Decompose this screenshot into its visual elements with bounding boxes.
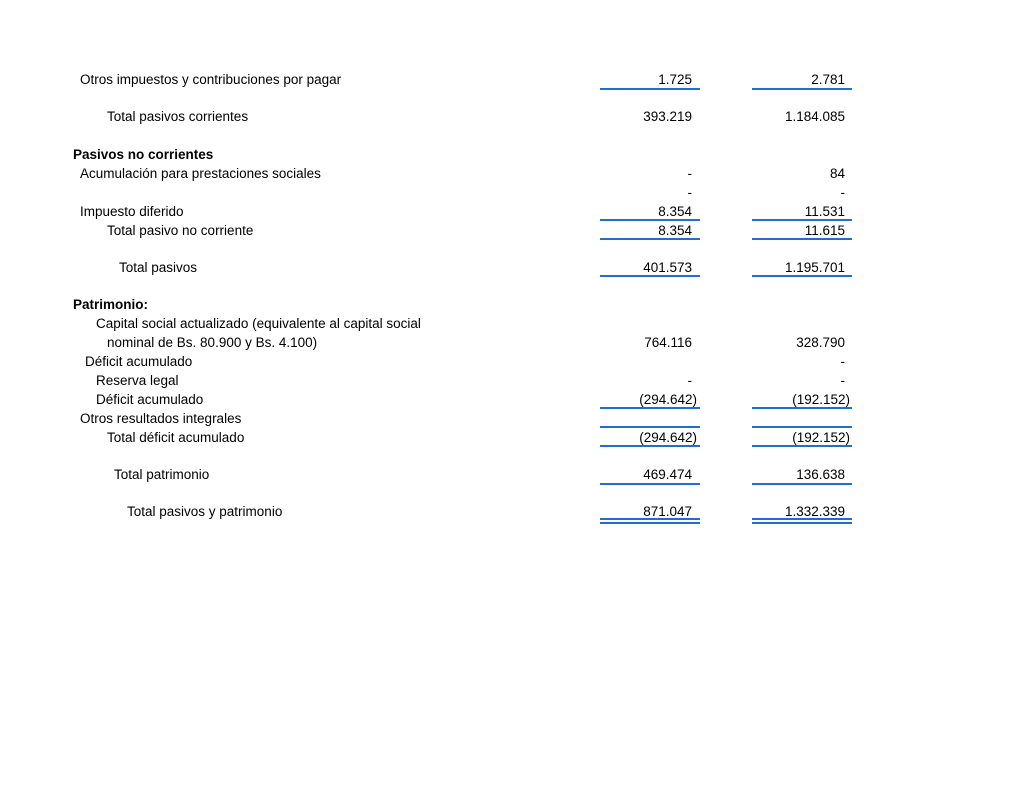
section-heading: Patrimonio: — [73, 297, 149, 312]
row-capital-social-line1 — [0, 314, 1024, 333]
row-otros-impuestos — [0, 70, 1024, 89]
value-col1: - — [687, 166, 692, 181]
value-col1: 8.354 — [658, 204, 692, 219]
row-label: Déficit acumulado — [85, 354, 193, 369]
underline-col1 — [600, 275, 700, 277]
value-col2: 11.531 — [804, 204, 845, 219]
value-col2: 1.184.085 — [784, 109, 845, 124]
row-deficit-acumulado-header — [0, 352, 1024, 371]
row-label: Capital social actualizado (equivalente al capital social — [96, 316, 421, 331]
row-label: Total patrimonio — [114, 467, 210, 482]
row-total-pasivos-corrientes — [0, 107, 1024, 126]
value-col2: 2.781 — [811, 72, 845, 87]
row-label: Otros impuestos y contribuciones por pagar — [80, 72, 342, 87]
value-col1: - — [687, 185, 692, 200]
row-label: Acumulación para prestaciones sociales — [80, 166, 321, 181]
value-col1: 1.725 — [658, 72, 692, 87]
value-col2: 328.790 — [796, 335, 845, 350]
row-label: Total pasivos — [119, 260, 198, 275]
underline-col2 — [752, 88, 852, 90]
row-total-pasivos — [0, 258, 1024, 277]
row-impuesto-diferido — [0, 202, 1024, 221]
row-label: Total déficit acumulado — [107, 430, 245, 445]
row-otros-resultados-integrales — [0, 409, 1024, 428]
underline-col1 — [600, 483, 700, 485]
underline-col2 — [752, 275, 852, 277]
row-acumulacion-prestaciones — [0, 164, 1024, 183]
row-reserva-legal — [0, 371, 1024, 390]
section-heading-patrimonio — [0, 295, 1024, 314]
value-col2: 136.638 — [796, 467, 845, 482]
row-label: Reserva legal — [96, 373, 179, 388]
underline-col2 — [752, 483, 852, 485]
row-label: Total pasivos corrientes — [107, 109, 249, 124]
underline-col2 — [752, 238, 852, 240]
value-col1: 764.116 — [644, 335, 692, 350]
row-label: Impuesto diferido — [80, 204, 184, 219]
value-col2: 11.615 — [804, 223, 845, 238]
value-col1: (294.642) — [639, 392, 697, 407]
value-col1: 469.474 — [643, 467, 692, 482]
underline-col2 — [752, 445, 852, 447]
row-label: Déficit acumulado — [96, 392, 204, 407]
value-col2: - — [840, 373, 845, 388]
value-col2: (192.152) — [792, 392, 850, 407]
row-capital-social-line2 — [0, 333, 1024, 352]
value-col2: - — [840, 185, 845, 200]
row-total-deficit-acumulado — [0, 428, 1024, 447]
value-col2: - — [840, 354, 845, 369]
section-heading: Pasivos no corrientes — [73, 147, 214, 162]
double-underline-col1 — [600, 518, 700, 524]
value-col2: 84 — [829, 166, 845, 181]
section-heading-pasivos-no-corrientes — [0, 145, 1024, 164]
row-total-patrimonio — [0, 465, 1024, 484]
row-deficit-acumulado — [0, 390, 1024, 409]
value-col2: 1.332.339 — [784, 504, 845, 519]
value-col2: (192.152) — [792, 430, 850, 445]
row-blank-dashes — [0, 183, 1024, 202]
double-underline-col2 — [752, 518, 852, 524]
value-col1: 8.354 — [658, 223, 692, 238]
row-label: nominal de Bs. 80.900 y Bs. 4.100) — [107, 335, 318, 350]
row-label: Otros resultados integrales — [80, 411, 242, 426]
row-label: Total pasivos y patrimonio — [127, 504, 283, 519]
row-label: Total pasivo no corriente — [107, 223, 254, 238]
value-col1: 393.219 — [643, 109, 692, 124]
value-col1: (294.642) — [639, 430, 697, 445]
row-total-pasivo-no-corriente — [0, 221, 1024, 240]
value-col1: - — [687, 373, 692, 388]
row-total-pasivos-y-patrimonio — [0, 502, 1024, 521]
value-col1: 401.573 — [643, 260, 692, 275]
underline-col1 — [600, 238, 700, 240]
underline-col1 — [600, 88, 700, 90]
value-col2: 1.195.701 — [784, 260, 845, 275]
value-col1: 871.047 — [643, 504, 692, 519]
underline-col1 — [600, 445, 700, 447]
